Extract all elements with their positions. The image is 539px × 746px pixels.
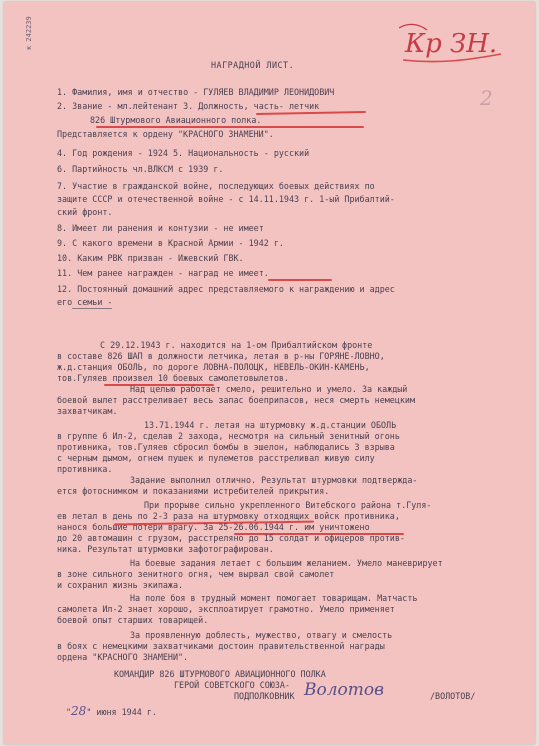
award-sheet-page (4, 2, 535, 744)
body-line: тов.Гуляев произвел 10 боевых самолетовылетов. (57, 373, 289, 383)
body-line: противника. (57, 464, 113, 474)
award-recommendation: Представляется к ордену "КРАСНОГО ЗНАМЕНИ". (57, 129, 274, 139)
body-line: противника, тов.Гуляев сбросил бомбы в эшелон, наблюдались 3 взрыва (57, 442, 395, 452)
red-underline-awards (268, 279, 332, 281)
body-line: боевой вылет расстреливает весь запас боеприпасов, неся смерть немецким (57, 395, 415, 405)
body-line: в боях с немецкими захватчиками достоин правительственной награды (57, 641, 385, 651)
body-line: 13.71.1944 г. летая на штурмовку ж.д.станции ОБОЛЬ (144, 420, 397, 430)
body-line: самолета Ил-2 знает хорошо, эксплоатирует грамотно. Умело применяет (57, 604, 395, 614)
field-6: 6. Партийность чл.ВЛКСМ с 1939 г. (57, 164, 224, 174)
body-line: На поле боя в трудный момент помогает товарищам. Матчасть (130, 593, 418, 603)
field-12-cont: его семьи - (57, 297, 113, 307)
body-line: в зоне сильного зенитного огня, чем вырвал свой самолет (57, 569, 335, 579)
body-line: ев летал в день по 2-3 раза на штурмовку отходящих войск противника, (57, 511, 400, 521)
field-2-unit: 826 Штурмового Авиационного полка. (90, 115, 262, 125)
field-8: 8. Имеет ли ранения и контузии - не имеет (57, 223, 264, 233)
commander-title: КОМАНДИР 826 ШТУРМОВОГО АВИАЦИОННОГО ПОЛКА (114, 669, 326, 679)
body-line: Над целью работает смело, решительно и умело. За каждый (130, 384, 408, 394)
body-line: нанося большие потери врагу. За 25-26.06.1944 г. им уничтожено (57, 522, 370, 532)
body-line: боевой опыт старших товарищей. (57, 615, 209, 625)
commander-hero-title: ГЕРОЙ СОВЕТСКОГО СОЮЗА- (174, 680, 290, 690)
field-9: 9. С какого времени в Красной Армии - 1942 г. (57, 238, 284, 248)
field-1: 1. Фамилия, имя и отчество - ГУЛЯЕВ ВЛАДИМИР ЛЕОНИДОВИЧ (57, 87, 335, 97)
field-7-cont2: ский фронт. (57, 207, 113, 217)
body-line: На боевые задания летает с большим желанием. Умело маневрирует (130, 558, 443, 568)
body-line: Задание выполнил отлично. Результат штурмовки подтвержда- (130, 475, 418, 485)
body-line: При прорыве сильно укрепленного Витебского района т.Гуля- (144, 500, 432, 510)
body-line: в составе 826 ШАП в должности летчика, летая в р-ны ГОРЯНЕ-ЛОВНО, (57, 351, 385, 361)
document-title: НАГРАДНОЙ ЛИСТ. (211, 60, 295, 70)
red-pencil-mark (399, 20, 509, 70)
red-pencil-text: Кр ЗН. (405, 29, 498, 59)
corner-pencil-mark: 2 (480, 86, 493, 110)
body-line: с черным дымом, огнем пушек и пулеметов расстреливал живую силу (57, 453, 375, 463)
body-line: С 29.12.1943 г. находится на 1-ом Прибалтийском фронте (100, 340, 373, 350)
body-line: ника. Результат штурмовки зафотографирован. (57, 544, 274, 554)
field-2: 2. Звание - мл.лейтенант 3. Должность, часть- летчик (57, 101, 320, 111)
red-underline-unit (96, 126, 364, 128)
body-line: ж.д.станция ОБОЛЬ, по дороге ЛОВНА-ПОЛОЦК, НЕВЕЛЬ-ОКИН-КАМЕНЬ, (57, 362, 370, 372)
body-line: до 20 автомашин с грузом, расстреляно до 15 солдат и офицеров против- (57, 533, 405, 543)
field-10: 10. Каким РВК призван - Ижевский ГВК. (57, 253, 244, 263)
archive-number: к 242239 (25, 16, 33, 50)
field-4: 4. Год рождения - 1924 5. Национальность - русский (57, 148, 310, 158)
body-line: захватчикам. (57, 406, 118, 416)
body-line: в группе 6 Ил-2, сделав 2 захода, несмотря на сильный зенитный огонь (57, 431, 400, 441)
body-line: ется фотоснимком и показаниями истребителей прикрытия. (57, 486, 330, 496)
body-line: За проявленную доблесть, мужество, отвагу и смелость (130, 630, 393, 640)
field-11: 11. Чем ранее награжден - наград не имеет. (57, 268, 269, 278)
red-underline-position (256, 111, 366, 115)
document-date: "28" июня 1944 г. (66, 704, 157, 718)
commander-rank: ПОДПОЛКОВНИК (234, 691, 295, 701)
body-line: ордена "КРАСНОГО ЗНАМЕНИ". (57, 652, 189, 662)
field-7: 7. Участие в гражданской войне, последующих боевых действиях по (57, 181, 375, 191)
body-line: и сохранил жизнь экипажа. (57, 580, 184, 590)
field-12: 12. Постоянный домашний адрес представляемого к награждению и адрес (57, 284, 395, 294)
field-7-cont: защите СССР и отечественной войне - с 14.11.1943 г. 1-ый Прибалтий- (57, 194, 395, 204)
commander-name: /ВОЛОТОВ/ (430, 691, 476, 701)
commander-signature: Волотов (304, 680, 385, 700)
address-dash-line (72, 308, 112, 309)
